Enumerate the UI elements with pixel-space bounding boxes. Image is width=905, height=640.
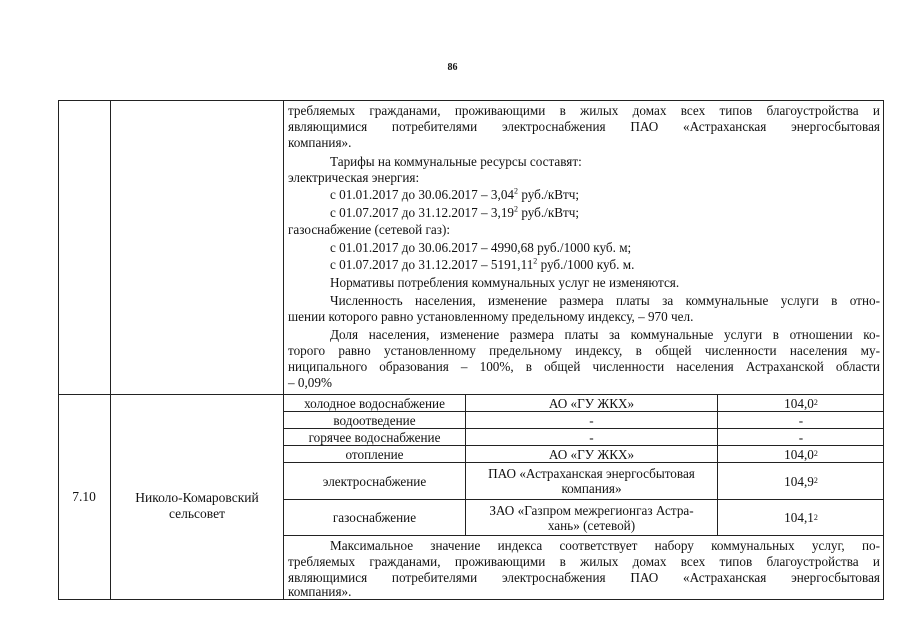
text-line: электрическая энергия:	[288, 170, 420, 185]
text-line: торого равно установленному предельному индексу, в общей численности населения му-	[288, 343, 880, 358]
service-name: холодное водоснабжение	[304, 395, 445, 411]
tariff-electric-2: с 01.07.2017 до 31.12.2017 – 3,19$^2$ руб./кВтч;	[330, 204, 580, 220]
col-divider-1	[110, 100, 111, 600]
service-name: отопление	[345, 446, 404, 462]
text-line: Тарифы на коммунальные ресурсы составят:	[330, 154, 582, 169]
settlement-name-line: сельсовет	[169, 506, 225, 521]
text-line: – 0,09%	[288, 375, 332, 390]
service-provider: АО «ГУ ЖКХ»	[548, 395, 635, 411]
text-line: Численность населения, изменение размера платы за коммунальные услуги в отно-	[330, 293, 880, 308]
text-line: Доля населения, изменение размера платы за коммунальные услуги в отношении ко-	[330, 327, 880, 342]
settlement-name	[111, 490, 283, 522]
tariff-gas-1: с 01.01.2017 до 30.06.2017 – 4990,68 руб./1000 куб. м;	[330, 240, 632, 255]
text-line: шении которого равно установленному предельному индексу, – 970 чел.	[288, 309, 694, 324]
service-index: 104,0 2	[784, 395, 818, 411]
tariff-electric-1: с 01.01.2017 до 30.06.2017 – 3,04$^2$ руб./кВтч;	[330, 186, 580, 202]
service-provider: АО «ГУ ЖКХ»	[548, 446, 635, 462]
service-index: 104,9 2	[784, 473, 818, 489]
text-line: газоснабжение (сетевой газ):	[288, 222, 451, 237]
service-index: 104,0 2	[784, 446, 818, 462]
text-line: являющимися потребителями электроснабжения ПАО «Астраханская энергосбытовая	[288, 570, 880, 585]
text-line: требляемых гражданами, проживающими в жилых домах всех типов благоустройства и	[288, 554, 880, 569]
service-index: -	[798, 429, 804, 445]
service-divider	[283, 535, 884, 536]
text-line: требляемых гражданами, проживающими в жилых домах всех типов благоустройства и	[288, 103, 880, 118]
text-line: являющимися потребителями электроснабжения ПАО «Астраханская энергосбытовая	[288, 119, 880, 134]
service-provider: ПАО «Астраханская энергосбытовая компания»	[488, 466, 695, 496]
service-provider: -	[589, 412, 594, 428]
text-line: компания».	[288, 135, 352, 150]
row-number: 7.10	[72, 489, 96, 504]
text-line: Максимальное значение индекса соответствует набору коммунальных услуг, по-	[330, 538, 880, 553]
service-name: электроснабжение	[322, 473, 427, 489]
service-name: горячее водоснабжение	[308, 429, 441, 445]
text-line: компания».	[288, 584, 352, 599]
page-number: 86	[447, 62, 458, 73]
text-line: ниципального образования – 100%, в общей численности населения Астраханской области	[288, 359, 880, 374]
tariff-gas-2: с 01.07.2017 до 31.12.2017 – 5191,11$^2$ руб./1000 куб. м.	[330, 256, 635, 272]
text-line: Нормативы потребления коммунальных услуг не изменяются.	[330, 275, 680, 290]
service-name: газоснабжение	[332, 510, 417, 525]
settlement-name-line: Николо-Комаровский	[135, 490, 259, 505]
service-name: водоотведение	[333, 412, 416, 428]
service-provider: ЗАО «Газпром межрегионгаз Астра- хань» (сетевой)	[489, 502, 694, 533]
service-provider: -	[589, 429, 594, 445]
service-index: -	[798, 412, 804, 428]
service-index: 104,1 2	[784, 510, 818, 525]
